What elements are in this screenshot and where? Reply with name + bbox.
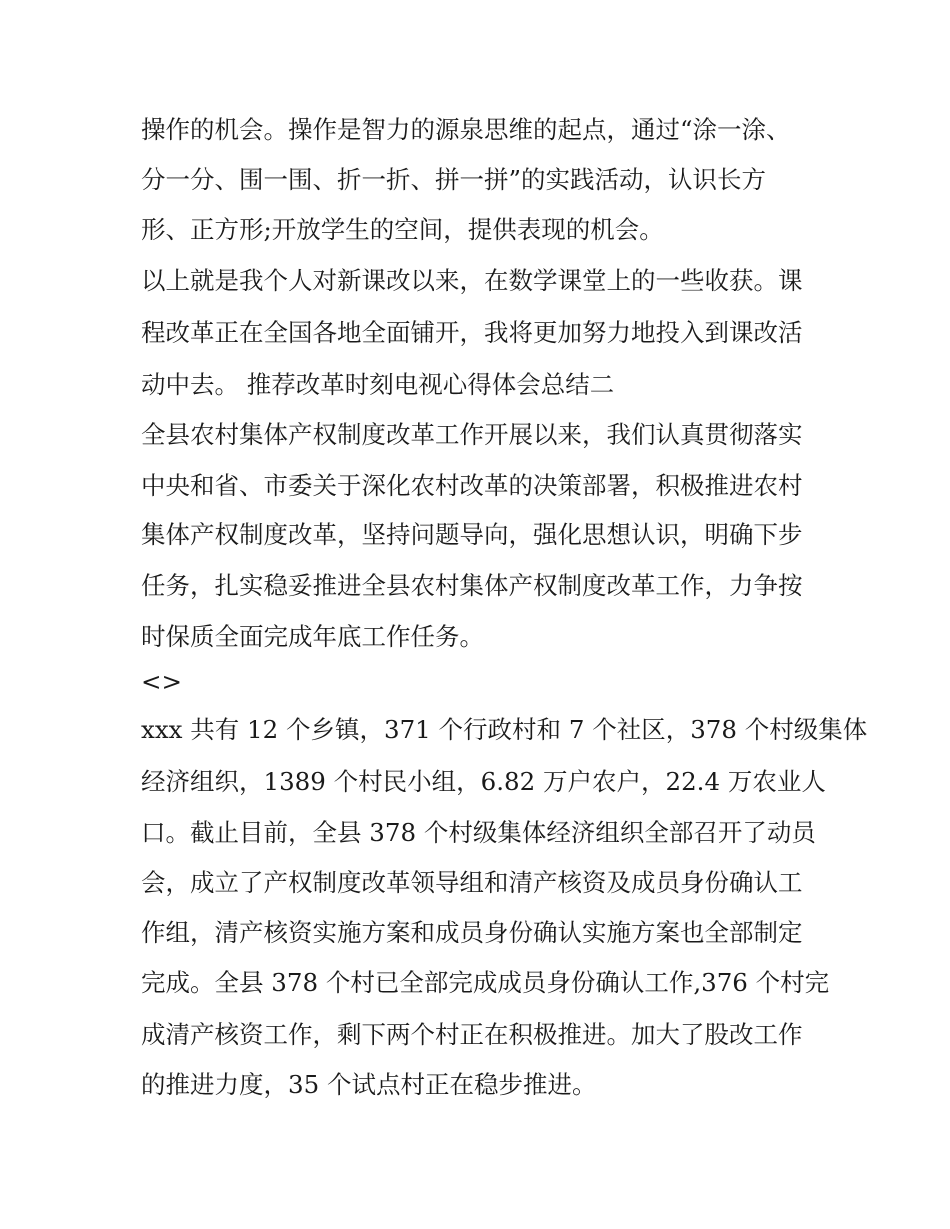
text-line: 中央和省、市委关于深化农村改革的决策部署，积极推进农村 — [141, 471, 803, 500]
text-line: 经济组织，1389 个村民小组，6.82 万户农户，22.4 万农业人 — [141, 767, 826, 796]
text-line: 任务，扎实稳妥推进全县农村集体产权制度改革工作，力争按 — [141, 571, 803, 600]
text-line: 全县农村集体产权制度改革工作开展以来，我们认真贯彻落实 — [141, 420, 803, 449]
text-line: <> — [141, 667, 183, 696]
text-line: 作组，清产核资实施方案和成员身份确认实施方案也全部制定 — [141, 918, 803, 947]
text-line: 口。截止目前，全县 378 个村级集体经济组织全部召开了动员 — [141, 818, 816, 847]
text-line: 操作的机会。操作是智力的源泉思维的起点，通过“涂一涂、 — [141, 115, 791, 144]
text-line: 时保质全面完成年底工作任务。 — [141, 622, 484, 651]
text-line: 成清产核资工作，剩下两个村正在积极推进。加大了股改工作 — [141, 1020, 803, 1049]
text-line: xxx 共有 12 个乡镇，371 个行政村和 7 个社区，378 个村级集体 — [141, 715, 868, 744]
text-line: 动中去。 推荐改革时刻电视心得体会总结二 — [141, 370, 615, 399]
text-line: 集体产权制度改革，坚持问题导向，强化思想认识，明确下步 — [141, 520, 803, 549]
text-line: 的推进力度，35 个试点村正在稳步推进。 — [141, 1070, 597, 1099]
text-line: 完成。全县 378 个村已全部完成成员身份确认工作,376 个村完 — [141, 968, 830, 997]
text-line: 以上就是我个人对新课改以来，在数学课堂上的一些收获。课 — [141, 266, 803, 295]
text-line: 分一分、围一围、折一折、拼一拼”的实践活动，认识长方 — [141, 165, 767, 194]
text-line: 形、正方形;开放学生的空间，提供表现的机会。 — [141, 215, 664, 244]
text-line: 会，成立了产权制度改革领导组和清产核资及成员身份确认工 — [141, 868, 803, 897]
text-line: 程改革正在全国各地全面铺开，我将更加努力地投入到课改活 — [141, 318, 803, 347]
